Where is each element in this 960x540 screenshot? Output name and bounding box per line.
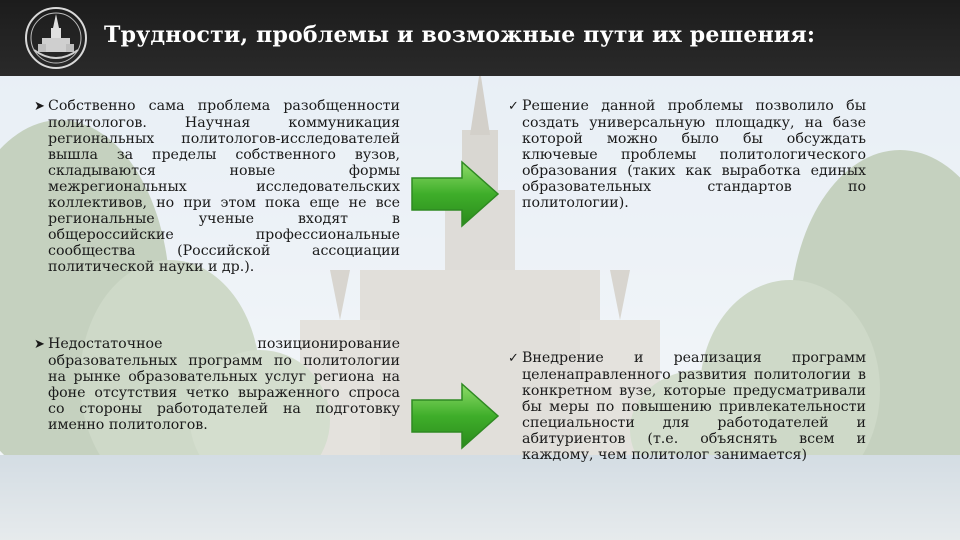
- problem-text: Недостаточное позиционирование образовательных программ по политологии на рынке образовательных услуг региона на фоне отсутствия четко выраженного спроса со стороны работодателей на подготовку именно политологов.: [48, 336, 400, 433]
- arrow-bullet-icon: ➤: [34, 337, 45, 352]
- right-arrow-icon: [408, 380, 502, 452]
- university-logo-icon: [24, 6, 88, 70]
- problem-item-2: [34, 336, 400, 433]
- checkmark-bullet-icon: ✓: [508, 99, 519, 114]
- solution-text: Внедрение и реализация программ целенаправленного развития политологии в конкретном вузе, которые предусматривали бы меры по повышению привлекательности специальности для работодателей и абитуриентов (т.е. объяснять всем и каждому, чем политолог занимается): [522, 350, 866, 463]
- problem-item-1: [34, 98, 400, 275]
- solution-item-1: [508, 98, 866, 211]
- solution-item-2: [508, 350, 866, 463]
- problem-text: Собственно сама проблема разобщенности политологов. Научная коммуникация региональных политологов-исследователей вышла за пределы собственного вузов, складываются новые формы межрегиональных исследовательских коллективов, но при этом пока еще не все региональные ученые входят в общероссийские профессиональные сообщества (Российской ассоциации политической науки и др.).: [48, 98, 400, 275]
- solution-text: Решение данной проблемы позволило бы создать универсальную площадку, на базе которой можно было бы обсуждать ключевые проблемы политологического образования (таких как выработка единых образовательных стандартов по политологии).: [522, 98, 866, 211]
- header-bar: [0, 0, 960, 76]
- page-title: Трудности, проблемы и возможные пути их решения:: [104, 22, 816, 48]
- checkmark-bullet-icon: ✓: [508, 351, 519, 366]
- right-arrow-icon: [408, 158, 502, 230]
- arrow-bullet-icon: ➤: [34, 99, 45, 114]
